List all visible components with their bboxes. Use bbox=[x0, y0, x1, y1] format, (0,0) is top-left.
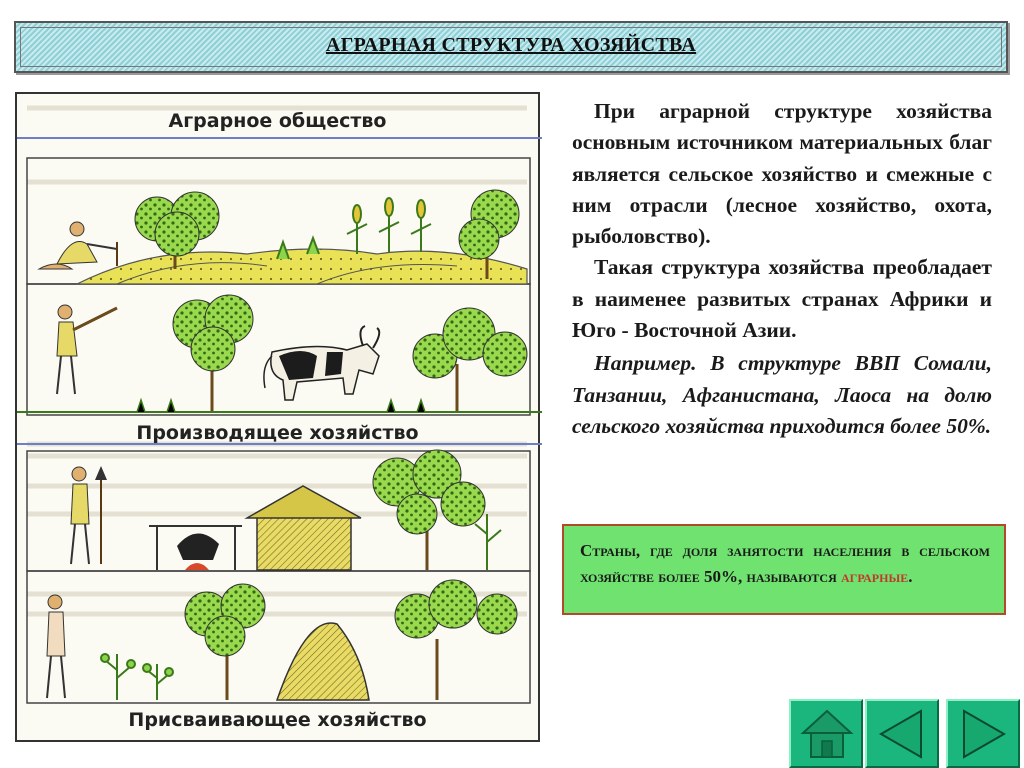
note-text: Страны, где доля занятости населения в сельском хозяйстве более 50%, называются bbox=[580, 541, 990, 586]
description-text bbox=[572, 96, 992, 442]
paragraph-regions: Такая структура хозяйства преобладает в наименее развитых странах Африки и Юго - Восточной Азии. bbox=[572, 255, 992, 343]
paragraph-definition: При аграрной структуре хозяйства основным источником материальных благ является сельское хозяйство и смежные с ним отрасли (лесное хозяйство, охота, рыболовство). bbox=[572, 99, 992, 249]
panel-agriculture-scene bbox=[39, 190, 527, 284]
illustration-drawing bbox=[17, 94, 542, 744]
label-producing-economy: Производящее хозяйство bbox=[136, 422, 419, 444]
ox bbox=[264, 326, 379, 400]
arrow-left-icon bbox=[867, 701, 937, 766]
panel-cattle-scene bbox=[17, 295, 542, 412]
arrow-right-icon bbox=[948, 701, 1018, 766]
economy-stages-illustration bbox=[15, 92, 540, 742]
slide-title: АГРАРНАЯ СТРУКТУРА ХОЗЯЙСТВА bbox=[325, 34, 697, 56]
note-end: . bbox=[908, 567, 913, 586]
previous-slide-button[interactable] bbox=[865, 699, 939, 768]
home-icon bbox=[791, 701, 861, 766]
agrarian-countries-note bbox=[562, 524, 1006, 615]
paragraph-example: Например. В структуре ВВП Сомали, Танзании, Афганистана, Лаоса на долю сельского хозяйства приходится более 50%. bbox=[572, 351, 992, 438]
slide-title-bar bbox=[14, 21, 1008, 73]
home-button[interactable] bbox=[789, 699, 863, 768]
label-appropriating-economy: Присваивающее хозяйство bbox=[128, 709, 427, 731]
panel-gathering-scene bbox=[47, 580, 517, 700]
panel-hut-scene bbox=[71, 450, 501, 570]
note-accent-word: аграрные bbox=[841, 567, 909, 586]
label-agrarian-society: Аграрное общество bbox=[168, 110, 387, 132]
next-slide-button[interactable] bbox=[946, 699, 1020, 768]
